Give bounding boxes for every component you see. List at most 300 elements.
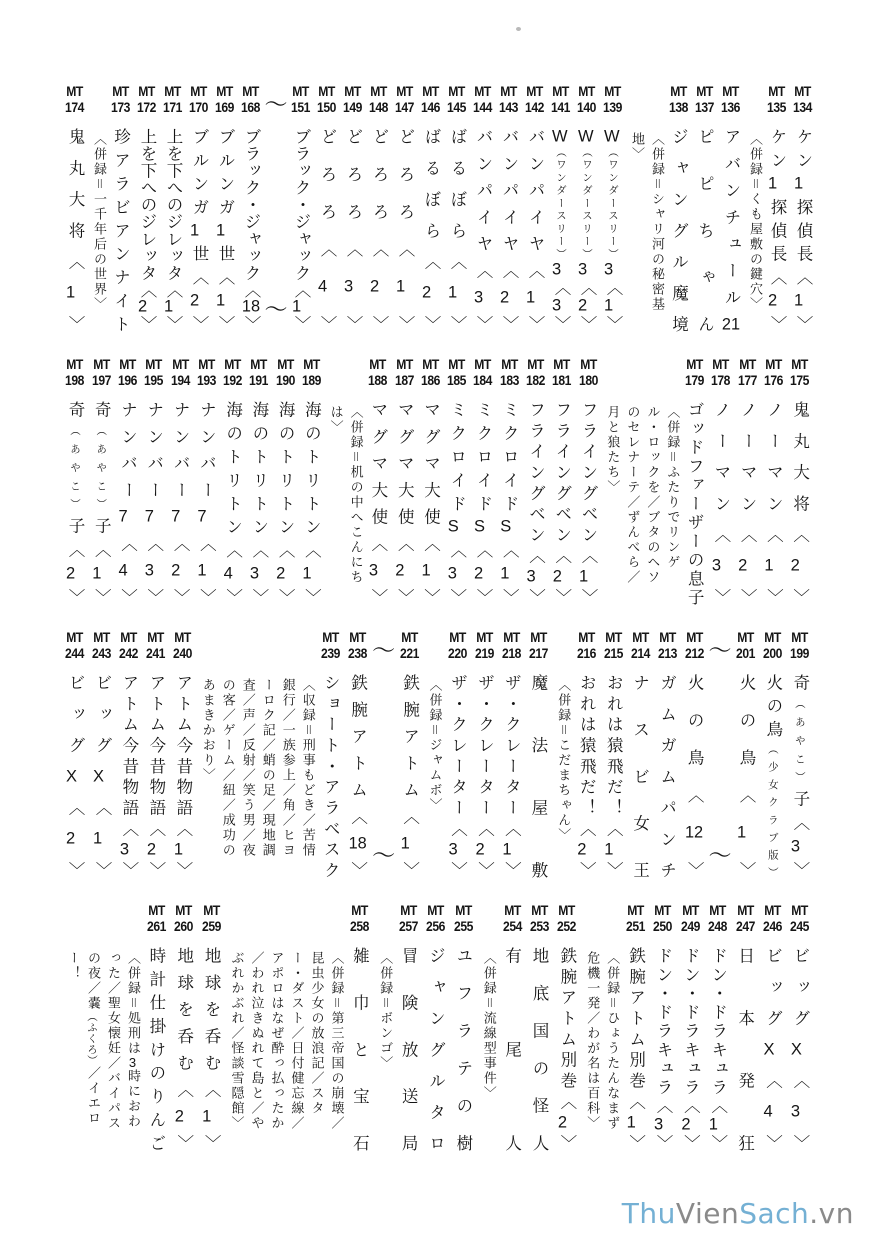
- tatechuyoko-text: 3: [144, 561, 154, 579]
- mt-label: [216, 84, 235, 126]
- mt-number: 168: [241, 99, 261, 115]
- work-title: ミクロイドS〈3〉: [447, 401, 467, 605]
- mt-prefix: MT: [738, 357, 756, 372]
- mt-label: [223, 357, 242, 399]
- mt-label: [66, 357, 85, 399]
- tatechuyoko-text: 1: [500, 565, 510, 582]
- included-works-annotation: 〈併録＝くも屋敷の鍵穴〉: [747, 132, 762, 313]
- mt-label: [66, 630, 85, 672]
- mt-label: [146, 630, 165, 672]
- mt-number: 142: [525, 99, 545, 115]
- mt-label: [526, 357, 545, 399]
- mt-number: 201: [736, 645, 756, 661]
- small-paren-text: （ワンダースリー）: [581, 146, 593, 261]
- mt-prefix: MT: [455, 903, 472, 918]
- mt-prefix: MT: [66, 357, 84, 372]
- small-paren-text: （少女クラブ版）: [766, 743, 779, 879]
- mt-prefix: MT: [93, 630, 111, 645]
- mt-prefix: MT: [164, 84, 182, 99]
- work-title: どろろ〈1〉: [396, 128, 415, 332]
- mt-label: [604, 630, 623, 672]
- watermark-part: Vien: [675, 1197, 740, 1230]
- tatechuyoko-text: S: [447, 518, 459, 535]
- tatechuyoko-text: 1: [604, 840, 614, 858]
- tatechuyoko-text: 4: [118, 561, 128, 579]
- mt-prefix: MT: [503, 630, 520, 645]
- mt-prefix: MT: [318, 84, 336, 99]
- mt-entry-column: [108, 84, 134, 332]
- mt-number: 135: [767, 99, 787, 115]
- mt-label: [395, 357, 414, 399]
- work-title: ミクロイドS〈1〉: [500, 401, 520, 605]
- mt-number: 212: [684, 645, 704, 661]
- work-title: ばるぼら〈2〉: [422, 128, 441, 332]
- included-works-annotation: 〈併録＝シャリ河の秘密基地〉: [629, 132, 664, 313]
- mt-number: 250: [653, 918, 673, 934]
- tatechuyoko-text: 1: [66, 284, 76, 301]
- mt-label: [502, 630, 521, 672]
- mt-number: 148: [369, 99, 389, 115]
- mt-label: [174, 903, 193, 945]
- mt-prefix: MT: [112, 84, 130, 99]
- scan-speck: [516, 27, 521, 31]
- mt-entry-column: [525, 630, 551, 878]
- work-title: 火の鳥〈12〉: [685, 674, 705, 878]
- mt-label: [764, 357, 783, 399]
- mt-entry-column: [760, 357, 786, 605]
- mt-prefix: MT: [474, 84, 492, 99]
- tatechuyoko-text: 2: [473, 565, 484, 582]
- mt-number: 251: [626, 918, 646, 934]
- mt-prefix: MT: [175, 903, 193, 918]
- tilde-range-column: [708, 630, 732, 878]
- mt-entry-column: [444, 84, 470, 332]
- work-title: どろろ〈2〉: [370, 128, 389, 332]
- mt-label: [421, 357, 440, 399]
- tatechuyoko-text: 3: [578, 260, 588, 278]
- mt-prefix: MT: [736, 903, 754, 918]
- tatechuyoko-text: 1: [421, 561, 431, 579]
- mt-prefix: MT: [476, 630, 493, 645]
- mt-prefix: MT: [422, 84, 440, 99]
- mt-number: 253: [530, 918, 549, 934]
- work-title: バンパイヤ〈3〉: [474, 128, 493, 332]
- mt-label: [318, 84, 337, 126]
- mt-prefix: MT: [250, 357, 268, 372]
- mt-number: 173: [111, 99, 131, 115]
- tatechuyoko-text: X: [66, 767, 78, 785]
- mt-number: 260: [174, 918, 194, 934]
- tatechuyoko-text: 2: [66, 830, 76, 847]
- mt-number: 180: [578, 372, 598, 388]
- mt-label: [500, 357, 519, 399]
- mt-entry-column: [787, 903, 813, 1151]
- index-rows: [62, 84, 813, 1176]
- work-title: ザ・クレーター〈3〉: [448, 674, 468, 878]
- mt-number: 186: [420, 372, 440, 388]
- tatechuyoko-text: 3: [654, 1115, 664, 1133]
- work-title: 奇（あやこ）子〈2〉: [66, 401, 85, 605]
- mt-entry-column: [692, 84, 718, 332]
- work-title: 鬼丸大将〈2〉: [790, 401, 810, 605]
- mt-number: 146: [421, 99, 441, 115]
- mt-entry-column: [167, 357, 193, 605]
- mt-label: [448, 630, 467, 672]
- mt-entry-column: [499, 903, 525, 1151]
- tatechuyoko-text: 1: [396, 278, 406, 295]
- mt-entry-column: [600, 84, 626, 332]
- mt-prefix: MT: [322, 630, 340, 645]
- work-title: ナンバー7〈2〉: [171, 401, 191, 606]
- mt-number: 190: [275, 372, 295, 388]
- mt-entry-column: [143, 630, 169, 878]
- mt-entry-column: [171, 903, 197, 1151]
- mt-prefix: MT: [765, 357, 782, 372]
- tatechuyoko-text: 3: [344, 278, 354, 295]
- work-title: ブルンガ1世〈1〉: [216, 128, 235, 332]
- annotation-column: [88, 84, 108, 332]
- tatechuyoko-text: S: [500, 518, 512, 535]
- mt-number: 179: [685, 372, 705, 388]
- work-title: 鉄腕アトム別巻〈1〉: [626, 947, 646, 1151]
- tatechuyoko-text: 2: [790, 557, 800, 574]
- tatechuyoko-text: W: [552, 128, 568, 145]
- mt-number: 259: [201, 918, 221, 934]
- mt-entry-column: [471, 630, 497, 878]
- work-title: ブラック・ジャック〈18〉: [241, 128, 261, 332]
- mt-prefix: MT: [768, 84, 786, 99]
- tatechuyoko-text: 1: [92, 830, 103, 847]
- mt-prefix: MT: [627, 903, 644, 918]
- work-title: ブルンガ1世〈2〉: [190, 128, 209, 332]
- included-works-annotation: 〈併録＝流線型事件〉: [480, 951, 496, 1102]
- tatechuyoko-text: 1: [164, 298, 174, 315]
- tatechuyoko-text: X: [92, 767, 104, 785]
- mt-prefix: MT: [552, 84, 570, 99]
- mt-label: [790, 357, 809, 399]
- mt-entry-column: [89, 630, 115, 878]
- mt-entry-column: [548, 84, 574, 332]
- tatechuyoko-text: 3: [790, 837, 801, 855]
- mt-number: 215: [603, 645, 623, 661]
- mt-label: [503, 903, 522, 945]
- work-title: 火の鳥〈1〉: [736, 674, 756, 878]
- mt-entry-column: [444, 630, 470, 878]
- mt-prefix: MT: [722, 84, 740, 99]
- mt-number: 143: [499, 99, 519, 115]
- mt-number: 136: [721, 99, 741, 115]
- work-title: 海のトリトン〈2〉: [276, 401, 296, 605]
- mt-entry-column: [498, 630, 524, 878]
- tatechuyoko-text: 2: [578, 297, 588, 314]
- mt-prefix: MT: [422, 357, 439, 372]
- work-title: ガムガムパンチ: [657, 674, 677, 878]
- tatechuyoko-text: 2: [577, 840, 587, 858]
- index-row: [62, 630, 813, 878]
- tatechuyoko-text: 2: [190, 292, 200, 309]
- mt-entry-column: [708, 357, 734, 605]
- mt-entry-column: [574, 84, 600, 332]
- mt-number: 189: [301, 372, 321, 388]
- tatechuyoko-text: 7: [144, 508, 154, 525]
- mt-number: 242: [119, 645, 139, 661]
- tatechuyoko-text: 12: [685, 824, 704, 841]
- mt-label: [350, 903, 369, 945]
- work-title: フライングベン〈2〉: [552, 401, 572, 605]
- mt-prefix: MT: [349, 630, 366, 645]
- mt-entry-column: [88, 357, 114, 605]
- mt-number: 181: [552, 372, 572, 388]
- mt-prefix: MT: [712, 357, 730, 372]
- mt-label: [202, 903, 221, 945]
- tatechuyoko-text: 1: [764, 557, 774, 574]
- annotation-column: [626, 84, 666, 332]
- mt-label: [292, 84, 311, 126]
- mt-prefix: MT: [577, 630, 595, 645]
- mt-prefix: MT: [242, 84, 260, 99]
- mt-label: [604, 84, 623, 126]
- mt-entry-column: [718, 84, 744, 332]
- mt-prefix: MT: [791, 903, 809, 918]
- work-title: ブラック・ジャック〈1〉: [292, 128, 311, 332]
- tatechuyoko-text: 3: [552, 297, 562, 314]
- work-title: 日本発狂: [735, 947, 755, 1151]
- mt-entry-column: [470, 357, 496, 605]
- mt-label: [654, 903, 673, 945]
- tilde-top: 〜: [264, 92, 288, 118]
- work-title: ビッグX〈1〉: [92, 674, 112, 878]
- mt-prefix: MT: [654, 903, 672, 918]
- included-works-annotation: 〈併録＝こだまちゃん〉: [555, 678, 571, 844]
- tatechuyoko-text: S: [473, 518, 485, 535]
- mt-prefix: MT: [794, 84, 812, 99]
- tilde-range-column: [372, 630, 396, 878]
- mt-label: [348, 630, 367, 672]
- mt-number: 138: [669, 99, 689, 115]
- tatechuyoko-text: 1: [448, 284, 458, 301]
- mt-number: 188: [368, 372, 388, 388]
- mt-entry-column: [141, 357, 167, 605]
- mt-prefix: MT: [474, 357, 492, 372]
- mt-entry-column: [527, 903, 553, 1151]
- tatechuyoko-text: 3: [249, 565, 260, 582]
- tatechuyoko-text: 1: [202, 1107, 212, 1125]
- tatechuyoko-text: 1: [302, 565, 312, 582]
- mt-prefix: MT: [198, 357, 215, 372]
- tatechuyoko-text: 2: [146, 840, 157, 858]
- mt-entry-column: [787, 630, 813, 878]
- mt-label: [92, 630, 111, 672]
- mt-entry-column: [666, 84, 692, 332]
- small-paren-text: （ワンダースリー）: [555, 146, 567, 261]
- mt-label: [190, 84, 209, 126]
- tatechuyoko-text: 21: [721, 315, 741, 332]
- mt-prefix: MT: [682, 903, 699, 918]
- mt-entry-column: [143, 903, 169, 1151]
- mt-prefix: MT: [558, 903, 576, 918]
- mt-number: 184: [473, 372, 493, 388]
- tatechuyoko-text: 1: [604, 297, 614, 314]
- mt-label: [92, 357, 111, 399]
- mt-entry-column: [549, 357, 575, 605]
- tatechuyoko-text: 1: [579, 567, 589, 585]
- annotation-column: [374, 903, 394, 1151]
- mt-entry-column: [134, 84, 160, 332]
- mt-prefix: MT: [764, 903, 781, 918]
- mt-entry-column: [62, 84, 88, 332]
- mt-number: 256: [426, 918, 446, 934]
- work-title: ゴッドファーザーの息子: [685, 401, 705, 605]
- mt-entry-column: [246, 357, 272, 605]
- mt-number: 216: [576, 645, 596, 661]
- tatechuyoko-text: 2: [174, 1107, 184, 1125]
- mt-entry-column: [496, 84, 522, 332]
- mt-label: [302, 357, 321, 399]
- mt-number: 220: [448, 645, 467, 661]
- work-title: ミクロイドS〈2〉: [473, 401, 493, 605]
- mt-prefix: MT: [791, 630, 809, 645]
- mt-number: 191: [249, 372, 269, 388]
- mt-entry-column: [627, 630, 653, 878]
- mt-entry-column: [760, 903, 786, 1151]
- work-title: ビッグX〈2〉: [66, 674, 85, 878]
- work-title: ビッグX〈3〉: [790, 947, 810, 1151]
- mt-label: [763, 903, 782, 945]
- mt-label: [736, 903, 755, 945]
- tatechuyoko-text: 7: [171, 508, 181, 525]
- mt-number: 192: [223, 372, 243, 388]
- work-title: 海のトリトン〈4〉: [223, 401, 243, 605]
- mt-prefix: MT: [553, 357, 571, 372]
- small-paren-text: （あやこ）: [793, 697, 806, 790]
- work-title: ノーマン〈2〉: [738, 401, 758, 605]
- tatechuyoko-text: 2: [557, 1113, 568, 1131]
- work-title: マグマ大使〈2〉: [395, 401, 415, 605]
- mt-number: 243: [92, 645, 112, 661]
- mt-label: [670, 84, 689, 126]
- work-title: アバンチュール21: [721, 128, 741, 332]
- annotation-column: [197, 630, 317, 878]
- mt-prefix: MT: [696, 84, 714, 99]
- mt-entry-column: [116, 630, 142, 878]
- mt-entry-column: [160, 84, 186, 332]
- work-title: 珍アラビアンナイト: [111, 128, 131, 332]
- small-paren-text: （ワンダースリー）: [607, 146, 619, 261]
- mt-label: [171, 357, 190, 399]
- work-title: ジャングルタロ: [426, 947, 446, 1151]
- mt-prefix: MT: [448, 357, 466, 372]
- annotation-column: [581, 903, 621, 1151]
- mt-label: [474, 84, 493, 126]
- mt-label: [144, 357, 163, 399]
- mt-prefix: MT: [148, 903, 165, 918]
- mt-label: [249, 357, 268, 399]
- mt-label: [447, 357, 466, 399]
- tilde-range-column: [264, 84, 288, 332]
- mt-number: 258: [350, 918, 370, 934]
- mt-label: [197, 357, 216, 399]
- mt-entry-column: [62, 357, 88, 605]
- tatechuyoko-text: 2: [422, 284, 432, 301]
- mt-entry-column: [391, 357, 417, 605]
- work-title: ナスビ女王: [630, 674, 650, 878]
- work-title: 雑巾と宝石: [350, 947, 370, 1151]
- mt-label: [112, 84, 131, 126]
- mt-prefix: MT: [92, 357, 110, 372]
- tatechuyoko-text: 18: [241, 298, 261, 315]
- annotation-column: [478, 903, 498, 1151]
- tatechuyoko-text: 3: [604, 260, 614, 278]
- mt-entry-column: [392, 84, 418, 332]
- mt-number: 214: [630, 645, 650, 661]
- mt-prefix: MT: [686, 357, 703, 372]
- mt-prefix: MT: [66, 84, 84, 99]
- included-works-annotation: 〈併録＝ボンゴ〉: [377, 951, 393, 1072]
- work-title: ドン・ドラキュラ〈2〉: [681, 947, 701, 1151]
- mt-prefix: MT: [709, 903, 727, 918]
- mt-label: [242, 84, 261, 126]
- tatechuyoko-text: 2: [738, 557, 748, 574]
- mt-number: 240: [173, 645, 193, 661]
- work-title: 火の鳥（少女クラブ版）: [763, 674, 783, 879]
- mt-entry-column: [554, 903, 580, 1151]
- work-title: バンパイヤ〈1〉: [526, 128, 545, 332]
- work-title: ばるぼら〈1〉: [448, 128, 467, 332]
- work-title: W（ワンダースリー）3〈1〉: [604, 128, 623, 332]
- mt-entry-column: [288, 84, 314, 332]
- tatechuyoko-text: 1: [197, 561, 207, 579]
- mt-number: 218: [501, 645, 521, 661]
- mt-label: [475, 630, 494, 672]
- tatechuyoko-text: 1: [736, 824, 747, 841]
- tilde-bottom: 〜: [264, 297, 288, 323]
- tatechuyoko-text: 1: [794, 292, 804, 309]
- mt-label: [147, 903, 166, 945]
- mt-entry-column: [423, 903, 449, 1151]
- mt-prefix: MT: [658, 630, 676, 645]
- tatechuyoko-text: 1: [626, 1113, 636, 1131]
- tatechuyoko-text: 1: [400, 834, 410, 852]
- mt-prefix: MT: [737, 630, 755, 645]
- work-title: ケン1探偵長〈1〉: [794, 128, 813, 332]
- mt-entry-column: [734, 357, 760, 605]
- mt-entry-column: [318, 630, 344, 878]
- work-title: W（ワンダースリー）3〈2〉: [578, 128, 597, 332]
- mt-prefix: MT: [138, 84, 156, 99]
- work-title: ピピちゃん: [695, 128, 715, 332]
- mt-label: [448, 84, 467, 126]
- mt-entry-column: [272, 357, 298, 605]
- mt-number: 193: [196, 372, 216, 388]
- work-title: 奇（あやこ）子〈1〉: [92, 401, 112, 605]
- mt-number: 172: [137, 99, 157, 115]
- small-paren-text: （あやこ）: [95, 424, 108, 517]
- mt-label: [790, 630, 809, 672]
- mt-prefix: MT: [351, 903, 369, 918]
- tatechuyoko-text: 2: [552, 567, 562, 585]
- mt-label: [321, 630, 340, 672]
- tatechuyoko-text: 1: [92, 564, 102, 582]
- mt-prefix: MT: [764, 630, 782, 645]
- mt-entry-column: [417, 357, 443, 605]
- mt-number: 244: [65, 645, 85, 661]
- mt-label: [738, 357, 757, 399]
- mt-number: 178: [711, 372, 731, 388]
- tatechuyoko-text: 1: [216, 221, 226, 239]
- tatechuyoko-text: 3: [711, 557, 722, 574]
- tatechuyoko-text: X: [763, 1040, 775, 1058]
- watermark: [622, 1197, 854, 1230]
